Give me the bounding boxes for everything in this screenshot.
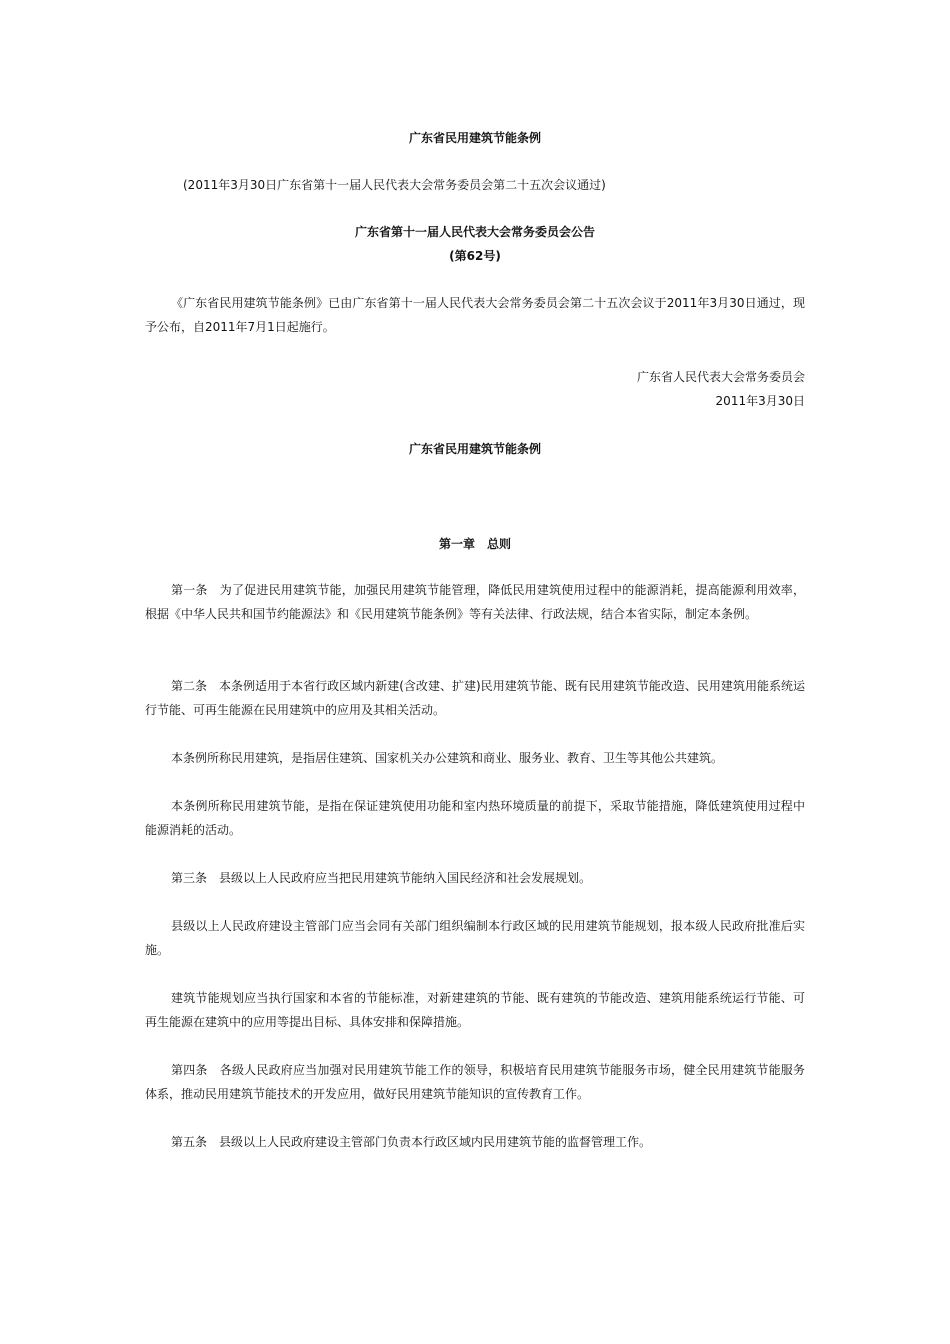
regulation-title: 广东省民用建筑节能条例 xyxy=(408,442,541,456)
announcement-title: 广东省第十一届人民代表大会常务委员会公告 xyxy=(354,225,595,239)
passed-note: (2011年3月30日广东省第十一届人民代表大会常务委员会第二十五次会议通过) xyxy=(183,178,606,192)
article-3-clause-2: 县级以上人民政府建设主管部门应当会同有关部门组织编制本行政区域的民用建筑节能规划，报本级人民政府批准后实施。 xyxy=(145,919,805,957)
article-1: 第一条 为了促进民用建筑节能，加强民用建筑节能管理，降低民用建筑使用过程中的能源消耗，提高能源利用效率，根据《中华人民共和国节约能源法》和《民用建筑节能条例》等有关法律、行政法规，结合本省实际，制定本条例。 xyxy=(145,583,805,621)
announcement-number: (第62号) xyxy=(449,249,501,263)
announcement-body: 《广东省民用建筑节能条例》已由广东省第十一届人民代表大会常务委员会第二十五次会议于2011年3月30日通过，现予公布，自2011年7月1日起施行。 xyxy=(145,296,805,334)
issue-date: 2011年3月30日 xyxy=(715,394,805,408)
chapter-heading: 第一章 总则 xyxy=(438,537,511,551)
article-2-clause-3: 本条例所称民用建筑节能，是指在保证建筑使用功能和室内热环境质量的前提下，采取节能措施，降低建筑使用过程中能源消耗的活动。 xyxy=(145,799,805,837)
article-5: 第五条 县级以上人民政府建设主管部门负责本行政区域内民用建筑节能的监督管理工作。 xyxy=(171,1135,652,1149)
document-title: 广东省民用建筑节能条例 xyxy=(408,131,541,145)
article-3: 第三条 县级以上人民政府应当把民用建筑节能纳入国民经济和社会发展规划。 xyxy=(171,871,592,885)
article-2-clause-2: 本条例所称民用建筑，是指居住建筑、国家机关办公建筑和商业、服务业、教育、卫生等其他公共建筑。 xyxy=(171,751,724,765)
issuer: 广东省人民代表大会常务委员会 xyxy=(636,370,805,384)
article-2: 第二条 本条例适用于本省行政区域内新建(含改建、扩建)民用建筑节能、既有民用建筑节能改造、民用建筑用能系统运行节能、可再生能源在民用建筑中的应用及其相关活动。 xyxy=(145,679,805,717)
article-4: 第四条 各级人民政府应当加强对民用建筑节能工作的领导，积极培育民用建筑节能服务市场，健全民用建筑节能服务体系，推动民用建筑节能技术的开发应用，做好民用建筑节能知识的宣传教育工作。 xyxy=(145,1063,805,1101)
article-3-clause-3: 建筑节能规划应当执行国家和本省的节能标准，对新建建筑的节能、既有建筑的节能改造、建筑用能系统运行节能、可再生能源在建筑中的应用等提出目标、具体安排和保障措施。 xyxy=(145,991,805,1029)
